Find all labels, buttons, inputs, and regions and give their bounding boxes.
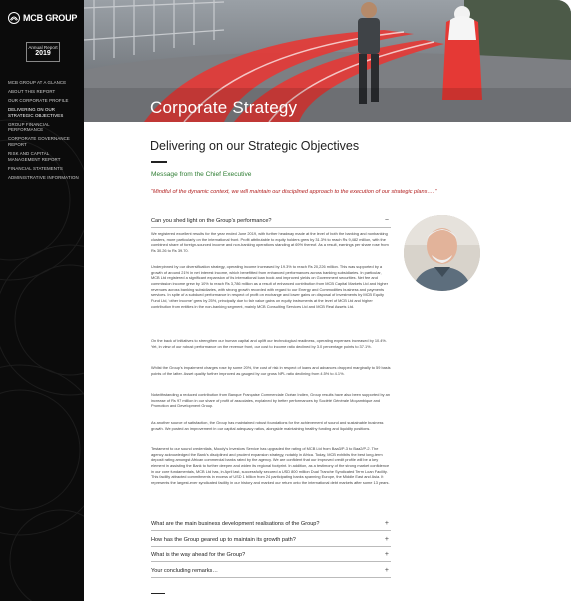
collapse-icon[interactable]: − (384, 217, 389, 224)
accordion-question-label: What are the main business development realisations of the Group? (151, 521, 320, 527)
answer-paragraph: As another source of satisfaction, the Group has maintained robust foundations for the achievement of sound and sustainable business growth. We posted an improvement in our capital adequacy ratios, alongside maintaining healthy funding and liquidity positions. (151, 420, 384, 431)
accordion-question-business-development[interactable] (151, 518, 391, 531)
expand-icon[interactable]: + (384, 520, 389, 527)
expand-icon[interactable]: + (384, 536, 389, 543)
nav-item-financial-performance[interactable]: GROUP FINANCIAL PERFORMANCE (8, 121, 50, 133)
hero-title: Corporate Strategy (150, 98, 298, 117)
mcb-logo-icon (8, 12, 20, 24)
annual-report-label: Annual Report (28, 45, 58, 50)
chief-executive-portrait (404, 215, 480, 291)
portrait-image (404, 215, 480, 291)
answer-paragraph: Testament to our sound credentials, Moody’s Investors Service has upgraded the rating of MCB Ltd from Baa3/P-3 to Baa2/P-2. The agency acknowledged the Bank’s disciplined and prudent expansion strategy, notably in Africa. Today, MCB exhibits the best long-term deposit rating amongst African commercial banks rated by the agency. We are confident that our improved credit profile will be a key element in assisting the Bank to further deepen and widen its regional footprint. In addition, as a testimony of the strong market confidence in our core fundamentals, MCB Ltd has, in April last, successfully secured a USD 800 million Dual Tranche Syndicated Term Loan Facility. This facility attracted commitments in excess of USD 1 billion from 24 participating banks spanning Europe, the Middle East and Asia. It represents the largest-ever syndicated facility in our history and marked our return onto the international debt markets after some 13 years. (151, 446, 390, 485)
page-title: Delivering on our Strategic Objectives (150, 139, 360, 153)
section-end-rule (151, 593, 165, 594)
nav-item-administrative-info[interactable]: ADMINISTRATIVE INFORMATION (8, 174, 79, 180)
section-subtitle: Message from the Chief Executive (151, 171, 252, 178)
accordion-question-label: How has the Group geared up to maintain its growth path? (151, 537, 296, 543)
accordion-question-way-ahead[interactable] (151, 549, 391, 562)
accordion-question-label: What is the way ahead for the Group? (151, 552, 246, 558)
expand-icon[interactable]: + (384, 567, 389, 574)
pull-quote: “Mindful of the dynamic context, we will maintain our disciplined approach to the execution of our strategic plans….” (151, 189, 437, 195)
answer-paragraph: On the back of initiatives to strengthen our human capital and uplift our technological readiness, operating expenses increased by 10.4%. Yet, in view of our robust performance on the revenue front, our cost to income ratio declined by 3.0 percentage points to 37.1%. (151, 338, 387, 349)
expand-icon[interactable]: + (384, 551, 389, 558)
answer-paragraph: Underpinned by our diversification strategy, operating income increased by 19.3% to reach Rs 20,226 million. This was supported by a growth of around 21% in net interest income, which benefitted from enhanced performances across banking subsidiaries. In particular, MCB Ltd registered a significant expansion of its international loan book and improved yields on Government securities. Net fee and commission income grew by 10% to reach Rs 3,786 million as a result of enhanced contribution from MCB Capital Markets Ltd and higher revenues across banking subsidiaries, with strong growth recorded with regard to our Energy and Commodities business and payments services. In spite of a subdued performance in respect of profit on exchange and lower gains on disposal of investments by MCB Equity Fund Ltd, ‘other income’ grew by 25%, principally due to fair value gains on equity instruments at the level of MCB Ltd and higher contribution from entities in the non-banking segment, mainly MCB Consulting Services Ltd and MCB Real Assets Ltd. (151, 264, 389, 309)
accordion-question-label: Can you shed light on the Group’s performance? (151, 218, 272, 224)
nav-item-corporate-profile[interactable]: OUR CORPORATE PROFILE (8, 98, 69, 104)
nav-item-financial-statements[interactable]: FINANCIAL STATEMENTS (8, 165, 63, 171)
annual-report-year: 2019 (35, 50, 51, 58)
answer-paragraph: Whilst the Group’s impairment charges rose by some 20%, the cost of risk in respect of loans and advances dropped marginally to 59 basis points of the latter. Asset quality further improved as gauged by our gross NPL ratio declining from 4.5% to 4.1%. (151, 365, 391, 376)
nav-item-corporate-governance[interactable]: CORPORATE GOVERNANCE REPORT (8, 136, 70, 147)
answer-paragraph: Notwithstanding a reduced contribution from Banque Française Commerciale Océan Indien, Group results have also been supported by an increase of Rs 97 million in our share of profit of associates, explained by better performances by Société Générale Moçambique and Promotion and Development Group. (151, 392, 390, 409)
hero-banner (84, 0, 571, 122)
accordion-question-label: Your concluding remarks… (151, 568, 218, 574)
sidebar (0, 0, 84, 601)
answer-paragraph: We registered excellent results for the year ended June 2019, with further headway made at the level of both the banking and nonbanking clusters, more particularly on the international front. Profit attributable to equity holders grew by 31.3% to reach Rs 9,482 million, with the combined share of foreign-sourced income and non-banking operations standing at 69% thereof. As a result, earnings per share rose from Rs 30.26 to Rs 39.70. (151, 231, 389, 253)
logo-text: MCB GROUP (23, 13, 78, 23)
mcb-logo[interactable] (8, 12, 77, 24)
accordion-question-concluding-remarks[interactable] (151, 565, 391, 578)
title-underline (151, 161, 167, 163)
nav-item-about-report[interactable]: ABOUT THIS REPORT (8, 89, 56, 95)
accordion-question-performance[interactable] (151, 215, 391, 228)
nav-item-risk-capital[interactable]: RISK AND CAPITAL MANAGEMENT REPORT (8, 151, 61, 162)
nav-item-strategic-objectives[interactable]: DELIVERING ON OUR STRATEGIC OBJECTIVES (8, 107, 64, 118)
sidebar-nav (8, 80, 80, 184)
accordion-question-growth-path[interactable] (151, 534, 391, 547)
nav-item-at-a-glance[interactable]: MCB GROUP AT A GLANCE (8, 80, 67, 85)
annual-report-badge[interactable] (26, 42, 60, 62)
